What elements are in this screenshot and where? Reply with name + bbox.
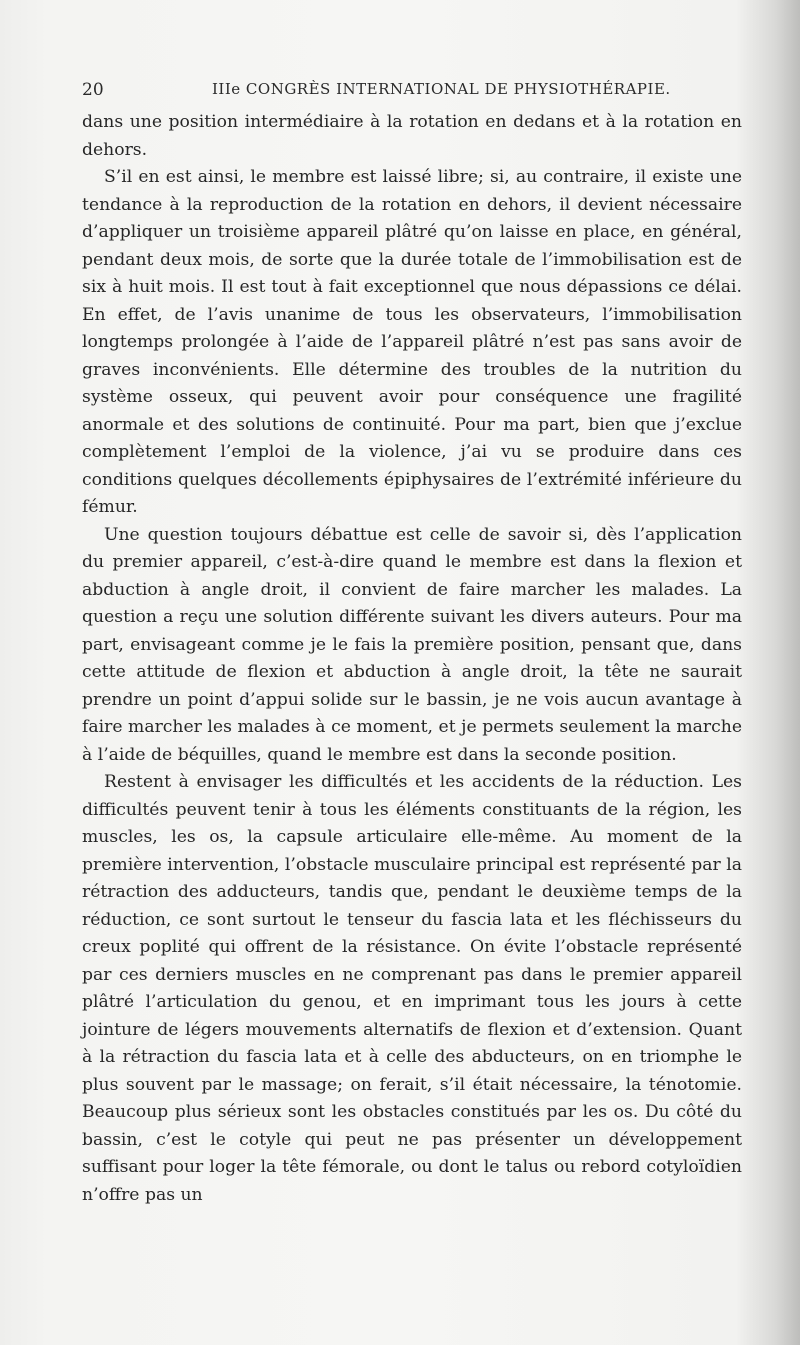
page-number: 20 xyxy=(82,80,104,100)
paragraph-3: Une question toujours débattue est celle de savoir si, dès l’application du premier appareil, c’est-à-dire quand le membre est dans la flexion et abduction à angle droit, il convient de faire marcher les malades. La question a reçu une solution différente suivant les divers auteurs. Pour ma part, envisageant comme je le fais la première position, pensant que, dans cette attitude de flexion et abduction à angle droit, la tête ne saurait prendre un point d’appui solide sur le bassin, je ne vois aucun avantage à faire marcher les malades à ce moment, et je permets seulement la marche à l’aide de béquilles, quand le membre est dans la seconde position. xyxy=(82,524,742,765)
paragraph-2: S’il en est ainsi, le membre est laissé libre; si, au contraire, il existe une tendance à la reproduction de la rotation en dehors, il devient nécessaire d’appliquer un troisième appareil plâtré qu’on laisse en place, en général, pendant deux mois, de sorte que la durée totale de l’immobilisation est de six à huit mois. Il est tout à fait exceptionnel que nous dépassions ce délai. En effet, de l’avis unanime de tous les observateurs, l’immobilisation longtemps prolongée à l’aide de l’appareil plâtré n’est pas sans avoir de graves inconvénients. Elle détermine des troubles de la nutrition du système osseux, qui peuvent avoir pour conséquence une fragilité anormale et des solutions de continuité. Pour ma part, bien que j’exclue complètement l’emploi de la violence, j’ai vu se produire dans ces conditions quelques décollements épiphysaires de l’extrémité inférieure du fémur. xyxy=(82,167,742,517)
page-header xyxy=(82,74,760,104)
running-head: IIIe CONGRÈS INTERNATIONAL DE PHYSIOTHÉRAPIE. xyxy=(212,80,671,98)
body-text xyxy=(82,109,742,1209)
paragraph-1: dans une position intermédiaire à la rotation en dedans et à la rotation en dehors. xyxy=(82,112,742,160)
paragraph-4: Restent à envisager les difficultés et les accidents de la réduction. Les difficultés peuvent tenir à tous les éléments constituants de la région, les muscles, les os, la capsule articulaire elle-même. Au moment de la première intervention, l’obstacle musculaire principal est représenté par la rétraction des adducteurs, tandis que, pendant le deuxième temps de la réduction, ce sont surtout le tenseur du fascia lata et les fléchisseurs du creux poplité qui offrent de la résistance. On évite l’obstacle représenté par ces derniers muscles en ne comprenant pas dans le premier appareil plâtré l’articulation du genou, et en imprimant tous les jours à cette jointure de légers mouvements alternatifs de flexion et d’extension. Quant à la rétraction du fascia lata et à celle des abducteurs, on en triomphe le plus souvent par le massage; on ferait, s’il était nécessaire, la ténotomie. Beaucoup plus sérieux sont les obstacles constitués par les os. Du côté du bassin, c’est le cotyle qui peut ne pas présenter un développement suffisant pour loger la tête fémorale, ou dont le talus ou rebord cotyloïdien n’offre pas un xyxy=(82,772,742,1205)
